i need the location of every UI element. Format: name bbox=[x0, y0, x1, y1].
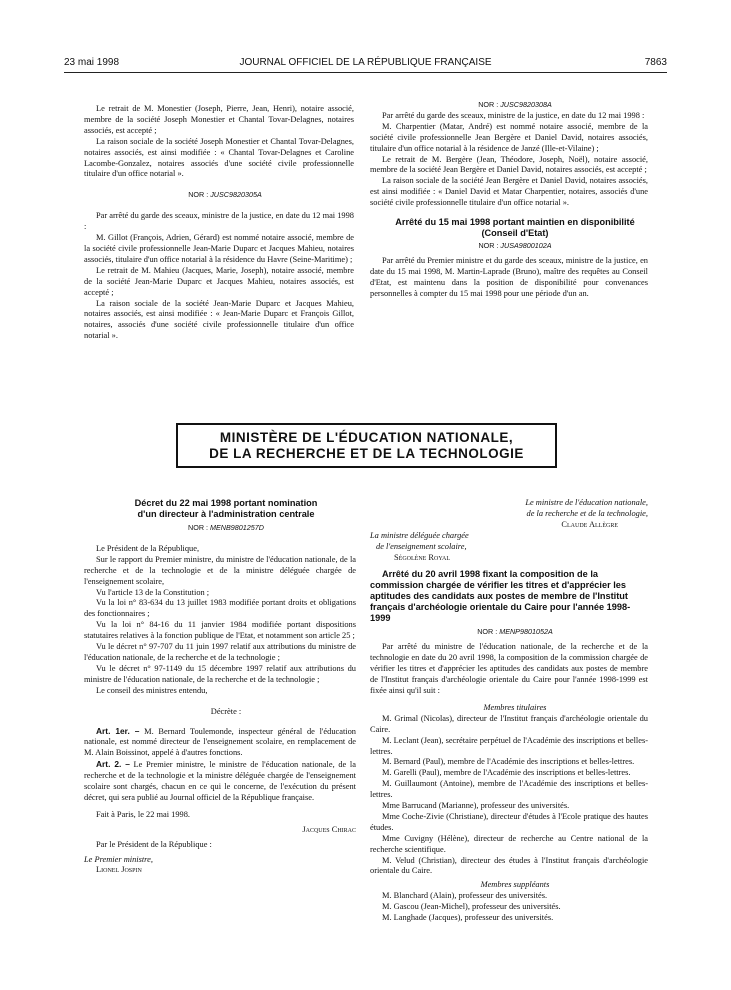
nor-reference: NOR : JUSC9820308A bbox=[478, 100, 552, 109]
paragraph: La raison sociale de la société Jean Bergère et Daniel David, notaires associés, est ainsi modifiée : « Daniel David et Matar Charpentier, notaires, associés d'une société civile professionnelle titulaire d'un office notarial ». bbox=[370, 176, 648, 208]
nor-reference: NOR : MENP9801052A bbox=[477, 627, 553, 637]
section-title: (Conseil d'Etat) bbox=[481, 228, 549, 239]
nor-reference: NOR : MENB9801257D bbox=[188, 523, 264, 532]
ministry-heading-line: MINISTÈRE DE L'ÉDUCATION NATIONALE, bbox=[219, 430, 514, 445]
paragraph: Le retrait de M. Mahieu (Jacques, Marie, Joseph), notaire associé, membre de la société Jean-Marie Duparc et Jacques Mahieu, notaires associés, est accepté ; bbox=[84, 265, 354, 297]
paragraph: La raison sociale de la société Joseph Monestier et Chantal Tovar-Delagnes, notaires associés, est ainsi modifiée : « Chantal Tovar-Delagnes et Caroline Lacombe-Gonzalez, notaires associés d'une société civile professionnelle titulaire d'un office notarial ». bbox=[84, 136, 354, 179]
paragraph: Par arrêté du garde des sceaux, ministre de la justice, en date du 12 mai 1998 : bbox=[84, 211, 354, 232]
arrete-title: Arrêté du 20 avril 1998 fixant la composition de la commission chargée de vérifier les titres et d'apprécier les aptitudes des candidats aux postes de membre de l'Institut français d'archéologie orientale du Caire pour l'année 1998-1999 bbox=[370, 569, 631, 624]
paragraph: Par arrêté du garde des sceaux, ministre de la justice, en date du 12 mai 1998 : bbox=[382, 110, 645, 120]
section-title: Arrêté du 15 mai 1998 portant maintien en disponibilité bbox=[395, 217, 635, 228]
article-1: Art. 1er. – M. Bernard Toulemonde, inspecteur général de l'éducation nationale, est nommé directeur de l'enseignement scolaire, en remplacement de M. Alain Boissinot, appelé à d'autres fonctions. bbox=[84, 725, 356, 758]
suppleants-heading: Membres suppléants bbox=[480, 880, 550, 890]
page-header bbox=[64, 57, 667, 71]
member-entry: M. Langhade (Jacques), professeur des universités. bbox=[382, 913, 554, 923]
decree-title: d'un directeur à l'administration centrale bbox=[137, 509, 315, 519]
member-entry: M. Leclant (Jean), secrétaire perpétuel de l'Académie des inscriptions et belles-lettres. bbox=[370, 735, 648, 756]
member-entry: M. Garelli (Paul), membre de l'Académie des inscriptions et belles-lettres. bbox=[382, 768, 631, 778]
nor-reference: NOR : JUSC9820305A bbox=[188, 190, 262, 200]
decrete-heading: Décrète : bbox=[210, 706, 242, 716]
minister-name: Claude Allègre bbox=[561, 519, 618, 529]
paragraph: Le Président de la République, bbox=[96, 543, 200, 553]
left-bottom-column bbox=[84, 498, 356, 876]
member-entry: M. Gascou (Jean-Michel), professeur des universités. bbox=[382, 902, 561, 912]
header-page-number: 7863 bbox=[644, 57, 667, 68]
titulaires-heading: Membres titulaires bbox=[483, 702, 547, 712]
titulaires-list bbox=[370, 714, 648, 878]
minister-title: de la recherche et de la technologie, bbox=[526, 508, 648, 518]
paragraph: Vu la loi n° 84-16 du 11 janvier 1984 modifiée portant dispositions statutaires relatives à la fonction publique de l'Etat, et notamment son article 25 ; bbox=[84, 620, 356, 641]
member-entry: Mme Barrucand (Marianne), professeur des universités. bbox=[382, 801, 570, 811]
paragraph: Sur le rapport du Premier ministre, du ministre de l'éducation nationale, de la recherche et de la technologie et de la ministre déléguée chargée de l'enseignement scolaire, bbox=[84, 554, 356, 586]
pm-title: Le Premier ministre, bbox=[84, 854, 153, 864]
header-date: 23 mai 1998 bbox=[64, 57, 120, 68]
ministry-heading-line: DE LA RECHERCHE ET DE LA TECHNOLOGIE bbox=[209, 445, 524, 461]
paragraph: Vu le décret n° 97-707 du 11 juin 1997 relatif aux attributions du ministre de l'éducation nationale, de la recherche et de la technologie ; bbox=[84, 642, 356, 662]
paragraph: Vu le décret n° 97-1149 du 15 décembre 1997 relatif aux attributions du ministre de l'éducation nationale, de la recherche et de la technologie ; bbox=[84, 663, 356, 684]
paragraph: Le retrait de M. Monestier (Joseph, Pierre, Jean, Henri), notaire associé, membre de la société Joseph Monestier et Chantal Tovar-Delagnes, notaires associés, est accepté ; bbox=[84, 104, 354, 135]
member-entry: M. Bernard (Paul), membre de l'Académie des inscriptions et belles-lettres. bbox=[382, 757, 635, 767]
member-entry: Mme Coche-Zivie (Christiane), directeur d'études à l'Ecole pratique des hautes études. bbox=[370, 811, 648, 832]
member-entry: M. Blanchard (Alain), professeur des universités. bbox=[382, 891, 548, 901]
member-entry: M. Grimal (Nicolas), directeur de l'Institut français d'archéologie orientale du Caire. bbox=[370, 713, 648, 734]
suppleants-list bbox=[370, 891, 648, 924]
right-top-column bbox=[370, 100, 648, 300]
signature-intro: Par le Président de la République : bbox=[96, 839, 212, 849]
member-entry: M. Guillaumont (Antoine), membre de l'Académie des inscriptions et belles-lettres. bbox=[370, 779, 648, 800]
article-2: Art. 2. – Le Premier ministre, le ministre de l'éducation nationale, de la recherche et de la technologie et la ministre déléguée chargée de l'enseignement scolaire sont chargés, chacun en ce qui le concerne, de l'exécution du présent décret, qui sera publié au Journal officiel de la République française. bbox=[84, 759, 356, 802]
ministry-heading-box bbox=[176, 423, 557, 468]
left-top-column bbox=[84, 104, 354, 342]
paragraph: Par arrêté du ministre de l'éducation nationale, de la recherche et de la technologie en date du 20 avril 1998, la composition de la commission chargée de vérifier les titres et d'apprécier les aptitudes des candidats aux postes de membre de l'Institut français d'archéologie orientale du Caire pour l'année 1998-1999 est fixée ainsi qu'il suit : bbox=[370, 642, 648, 695]
minister-name: Ségolène Royal bbox=[394, 552, 450, 562]
decree-title: Décret du 22 mai 1998 portant nomination bbox=[134, 498, 318, 508]
minister-title: de l'enseignement scolaire, bbox=[376, 541, 467, 551]
paragraph: M. Charpentier (Matar, André) est nommé notaire associé, membre de la société civile professionnelle Jean Bergère et Daniel David, notaires associés, titulaire d'un office notarial à la résidence de Janzé (Ille-et-Vilaine) ; bbox=[370, 121, 648, 153]
paragraph: Le retrait de M. Bergère (Jean, Théodore, Joseph, Noël), notaire associé, membre de la société Jean Bergère et Daniel David, notaires associés, est accepté ; bbox=[370, 154, 648, 175]
pm-name: Lionel Jospin bbox=[96, 865, 142, 875]
paragraph: Vu l'article 13 de la Constitution ; bbox=[96, 587, 210, 597]
paragraph: Le conseil des ministres entendu, bbox=[96, 685, 208, 695]
right-bottom-column bbox=[370, 498, 648, 924]
member-entry: Mme Cuvigny (Hélène), directeur de recherche au Centre national de la recherche scientifique. bbox=[370, 833, 648, 854]
header-rule bbox=[64, 72, 667, 73]
header-journal-title: JOURNAL OFFICIEL DE LA RÉPUBLIQUE FRANÇAISE bbox=[239, 57, 492, 68]
nor-reference: NOR : JUSA9800102A bbox=[478, 241, 552, 251]
minister-title: La ministre déléguée chargée bbox=[370, 530, 469, 540]
done-at: Fait à Paris, le 22 mai 1998. bbox=[96, 809, 190, 819]
paragraph: Par arrêté du Premier ministre et du garde des sceaux, ministre de la justice, en date du 15 mai 1998, M. Martin-Laprade (Bruno), maître des requêtes au Conseil d'Etat, est maintenu dans la position de disponibilité pour convenances personnelles à compter du 15 mai 1998 pour une période d'un an. bbox=[370, 255, 648, 298]
signer-name: Jacques Chirac bbox=[302, 824, 356, 834]
paragraph: M. Gillot (François, Adrien, Gérard) est nommé notaire associé, membre de la société civile professionnelle Jean-Marie Duparc et Jacques Mahieu, notaires associés, titulaire d'un office notarial à la résidence du Havre (Seine-Maritime) ; bbox=[84, 233, 354, 264]
paragraph: Vu la loi n° 83-634 du 13 juillet 1983 modifiée portant droits et obligations des fonctionnaires ; bbox=[84, 598, 356, 619]
paragraph: La raison sociale de la société Jean-Marie Duparc et Jacques Mahieu, notaires associés, est ainsi modifiée : « Jean-Marie Duparc et François Gillot, notaires, associés d'une société civile professionnelle titulaire d'un office notarial ». bbox=[84, 298, 354, 341]
member-entry: M. Velud (Christian), directeur des études à l'Institut français d'archéologie orientale du Caire. bbox=[370, 855, 648, 876]
minister-title: Le ministre de l'éducation nationale, bbox=[525, 498, 648, 507]
